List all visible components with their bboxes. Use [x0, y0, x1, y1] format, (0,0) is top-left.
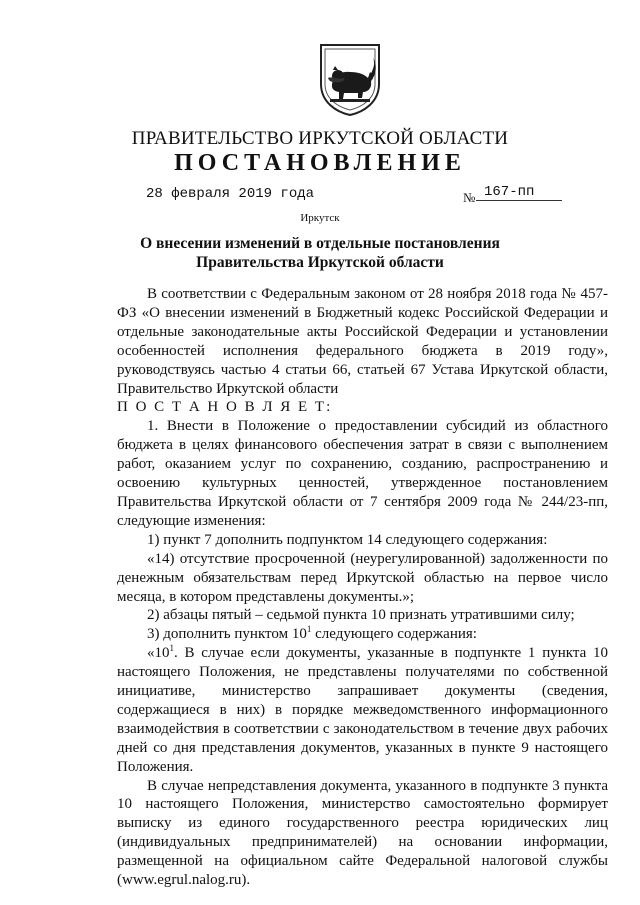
- city: Иркутск: [300, 212, 340, 224]
- government-name: ПРАВИТЕЛЬСТВО ИРКУТСКОЙ ОБЛАСТИ: [131, 128, 509, 149]
- last-paragraph: В случае непредставления документа, указанного в подпункте 3 пункта 10 настоящего Положения, министерство самостоятельно формирует выписку из единого государственного реестра юридических лиц (индивидуальных предпринимателей) на основании информации, размещенной на официальном сайте Федеральной налоговой службы (www.egrul.nalog.ru).: [117, 777, 608, 889]
- quote-10-superscript: 1: [169, 643, 174, 654]
- preamble-paragraph: В соответствии с Федеральным законом от 28 ноября 2018 года № 457-ФЗ «О внесении изменений в Бюджетный кодекс Российской Федерации и отдельные законодательные акты Российской Федерации и установлении особенностей исполнения федерального бюджета в 2019 году», руководствуясь частью 4 статьи 66, статьей 67 Устава Иркутской области, Правительство Иркутской области: [117, 286, 608, 397]
- document-title: О внесении изменений в отдельные постановления Правительства Иркутской области: [140, 235, 500, 271]
- quote-10-rest: . В случае если документы, указанные в подпункте 1 пункта 10 настоящего Положения, не представлены получателями по собственной инициативе, министерство запрашивает документы (сведения, содержащиеся в них) в порядке межведомственного информационного взаимодействия в соответствии с законодательством в течение двух рабочих дней со дня представления документов, указанных в пункте 9 настоящего Положения.: [117, 645, 608, 775]
- quote-10-open: «10: [147, 645, 170, 662]
- document-type: ПОСТАНОВЛЕНИЕ: [174, 150, 466, 176]
- subitem-2-paragraph: 2) абзацы пятый – седьмой пункта 10 признать утратившими силу;: [147, 607, 575, 624]
- subitem-1-paragraph: 1) пункт 7 дополнить подпунктом 14 следующего содержания:: [147, 531, 548, 548]
- subitem-3-text: 3) дополнить пунктом 10: [147, 626, 307, 643]
- number-label: №: [463, 190, 476, 205]
- document-number: 167-пп: [476, 184, 562, 201]
- item-1-paragraph: 1. Внести в Положение о предоставлении субсидий из областного бюджета в целях финансового обеспечения затрат в связи с выполнением работ, оказанием услуг по сохранению, созданию, распространению и освоению культурных ценностей, утвержденное постановлением Правительства Иркутской области от 7 сентября 2009 года № 244/23-пп, следующие изменения:: [117, 418, 608, 529]
- subitem-3-paragraph: [117, 625, 608, 644]
- subitem-3-superscript: 1: [306, 624, 312, 635]
- document-body: [117, 285, 608, 890]
- coat-of-arms-icon: [318, 42, 382, 116]
- subitem-3-tail: следующего содержания:: [311, 626, 477, 643]
- quote-10-1-paragraph: [117, 644, 608, 776]
- quote-14-paragraph: «14) отсутствие просроченной (неурегулированной) задолженности по денежным обязательствам перед Иркутской областью на первое число месяца, в котором представлены документы.»;: [117, 550, 608, 605]
- decree-word: П О С Т А Н О В Л Я Е Т:: [117, 399, 333, 416]
- document-date: 28 февраля 2019 года: [146, 186, 315, 202]
